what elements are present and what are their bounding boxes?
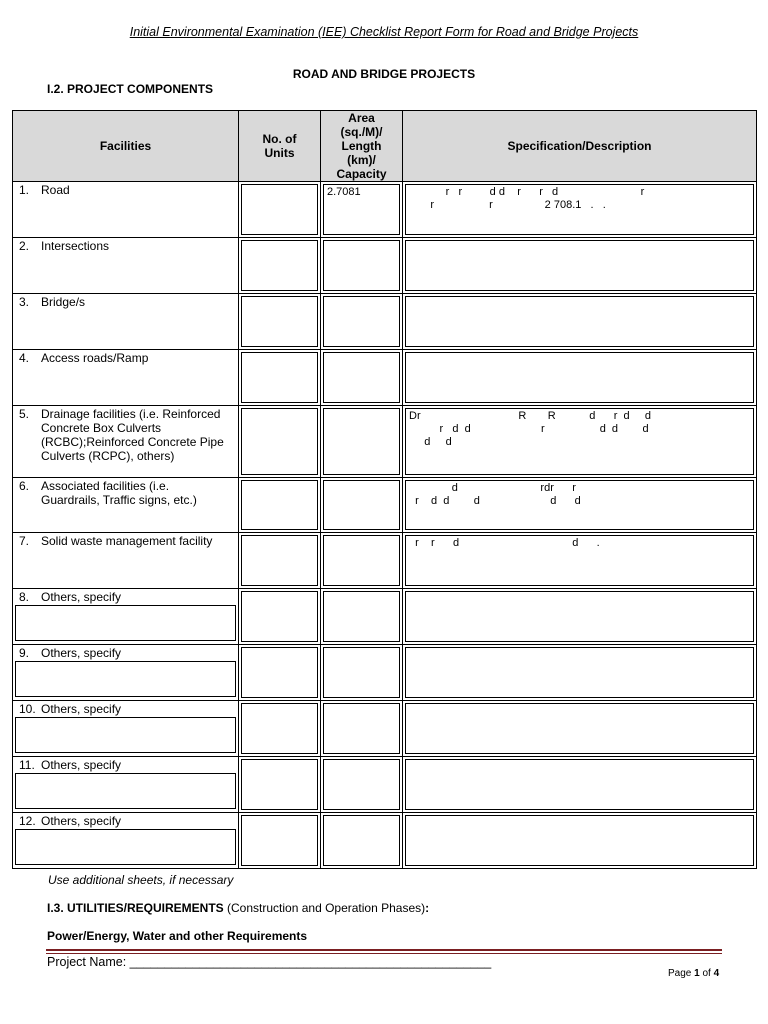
- units-input[interactable]: [241, 408, 318, 475]
- units-cell: [239, 182, 321, 238]
- page-current: 1: [694, 968, 700, 979]
- area-input[interactable]: [323, 352, 400, 403]
- facility-cell: [13, 645, 239, 701]
- table-row: [13, 182, 757, 238]
- units-cell: [239, 701, 321, 757]
- header-facilities: Facilities: [13, 111, 239, 182]
- area-input[interactable]: [323, 591, 400, 642]
- area-input[interactable]: [323, 296, 400, 347]
- spec-cell: [403, 533, 757, 589]
- document-header: Initial Environmental Examination (IEE) Checklist Report Form for Road and Bridge Projects: [129, 25, 639, 39]
- units-cell: [239, 238, 321, 294]
- others-specify-input[interactable]: [15, 829, 236, 865]
- facility-cell: [13, 701, 239, 757]
- units-input[interactable]: [241, 591, 318, 642]
- facility-cell: [13, 238, 239, 294]
- facility-number: 2.: [19, 239, 30, 253]
- units-input[interactable]: [241, 647, 318, 698]
- units-cell: [239, 757, 321, 813]
- facility-name: Access roads/Ramp: [41, 351, 149, 365]
- table-row: [13, 645, 757, 701]
- spec-input[interactable]: [405, 703, 754, 754]
- spec-cell: [403, 238, 757, 294]
- facility-label: [13, 406, 238, 463]
- spec-input[interactable]: r r d d .: [405, 535, 754, 586]
- facility-label: [13, 813, 238, 828]
- facility-cell: [13, 182, 239, 238]
- units-input[interactable]: [241, 759, 318, 810]
- units-input[interactable]: [241, 296, 318, 347]
- area-input[interactable]: [323, 535, 400, 586]
- spec-cell: [403, 589, 757, 645]
- spec-input[interactable]: [405, 647, 754, 698]
- spec-cell: [403, 645, 757, 701]
- units-cell: [239, 813, 321, 869]
- facility-name: Drainage facilities (i.e. Reinforced Concrete Box Culverts (RCBC);Reinforced Concrete Pipe Culverts (RCPC), others): [41, 407, 224, 463]
- facility-label: [13, 238, 238, 253]
- subsection-title: I.2. PROJECT COMPONENTS: [47, 82, 214, 96]
- facility-number: 9.: [19, 646, 30, 660]
- units-input[interactable]: [241, 480, 318, 530]
- header-units: [239, 111, 321, 182]
- area-input[interactable]: [323, 240, 400, 291]
- additional-sheets-note: Use additional sheets, if necessary: [48, 873, 234, 887]
- units-cell: [239, 294, 321, 350]
- spec-cell: [403, 350, 757, 406]
- area-cell: [321, 294, 403, 350]
- page-prefix: Page: [668, 968, 695, 979]
- facility-cell: [13, 589, 239, 645]
- facility-label: [13, 478, 238, 507]
- area-input[interactable]: [323, 480, 400, 530]
- others-specify-input[interactable]: [15, 605, 236, 641]
- facility-name: Bridge/s: [41, 295, 86, 309]
- facility-cell: [13, 294, 239, 350]
- area-cell: [321, 757, 403, 813]
- spec-cell: [403, 813, 757, 869]
- units-input[interactable]: [241, 352, 318, 403]
- units-input[interactable]: [241, 535, 318, 586]
- area-cell: [321, 350, 403, 406]
- area-cell: [321, 813, 403, 869]
- area-cell: [321, 406, 403, 478]
- facility-label: [13, 701, 238, 716]
- spec-input[interactable]: [405, 815, 754, 866]
- facility-name: Others, specify: [41, 702, 122, 716]
- header-spec: Specification/Description: [403, 111, 757, 182]
- facility-label: [13, 533, 238, 548]
- section-title: ROAD AND BRIDGE PROJECTS: [292, 67, 476, 81]
- facility-label: [13, 294, 238, 309]
- table-row: [13, 350, 757, 406]
- spec-input[interactable]: [405, 240, 754, 291]
- spec-input[interactable]: [405, 352, 754, 403]
- spec-cell: [403, 478, 757, 533]
- area-input[interactable]: [323, 703, 400, 754]
- page-mid: of: [699, 968, 714, 979]
- project-name-field: Project Name: ____________________________________________________: [47, 955, 492, 969]
- spec-cell: [403, 294, 757, 350]
- table-row: [13, 533, 757, 589]
- table-row: [13, 238, 757, 294]
- table-row: [13, 406, 757, 478]
- table-row: [13, 813, 757, 869]
- units-input[interactable]: [241, 240, 318, 291]
- table-row: [13, 701, 757, 757]
- page-number: [668, 968, 719, 979]
- facility-label: [13, 182, 238, 197]
- project-components-table: [12, 110, 757, 869]
- area-input[interactable]: [323, 815, 400, 866]
- units-input[interactable]: [241, 184, 318, 235]
- area-cell: [321, 701, 403, 757]
- others-specify-input[interactable]: [15, 661, 236, 697]
- power-requirements-heading: Power/Energy, Water and other Requirements: [47, 929, 308, 943]
- facility-number: 3.: [19, 295, 30, 309]
- facility-cell: [13, 478, 239, 533]
- facility-cell: [13, 406, 239, 478]
- units-cell: [239, 645, 321, 701]
- facility-cell: [13, 533, 239, 589]
- facility-cell: [13, 813, 239, 869]
- others-specify-input[interactable]: [15, 717, 236, 753]
- area-input[interactable]: [323, 408, 400, 475]
- facility-number: 8.: [19, 590, 30, 604]
- facility-number: 6.: [19, 479, 30, 493]
- facility-number: 10.: [19, 702, 36, 716]
- spec-input[interactable]: [405, 591, 754, 642]
- spec-cell: [403, 182, 757, 238]
- page-total: 4: [713, 968, 720, 979]
- facility-number: 4.: [19, 351, 30, 365]
- header-area-label: Area (sq./M)/ Length (km)/ Capacity: [336, 111, 387, 181]
- units-cell: [239, 406, 321, 478]
- area-cell: [321, 238, 403, 294]
- facility-label: [13, 757, 238, 772]
- table-row: [13, 757, 757, 813]
- table-row: [13, 589, 757, 645]
- utilities-heading-rest: (Construction and Operation Phases): [223, 901, 426, 915]
- facility-label: [13, 350, 238, 365]
- spec-cell: [403, 757, 757, 813]
- facility-number: 5.: [19, 407, 30, 421]
- facility-name: Others, specify: [41, 814, 122, 828]
- header-area: [321, 111, 403, 182]
- area-input[interactable]: 2.7081: [323, 184, 400, 235]
- facility-name: Others, specify: [41, 758, 122, 772]
- utilities-heading: [47, 901, 429, 915]
- units-cell: [239, 350, 321, 406]
- spec-cell: [403, 406, 757, 478]
- table-row: [13, 478, 757, 533]
- units-cell: [239, 533, 321, 589]
- facility-name: Solid waste management facility: [41, 534, 213, 548]
- facility-cell: [13, 757, 239, 813]
- area-cell: [321, 478, 403, 533]
- facility-name: Road: [41, 183, 70, 197]
- facility-number: 12.: [19, 814, 36, 828]
- others-specify-input[interactable]: [15, 773, 236, 809]
- spec-input[interactable]: Dr R R d r d d r d d r d d d d d: [405, 408, 754, 475]
- spec-input[interactable]: r r d d r r d r r r 2 708.1 . .: [405, 184, 754, 235]
- utilities-heading-bold: I.3. UTILITIES/REQUIREMENTS: [47, 901, 224, 915]
- units-cell: [239, 478, 321, 533]
- units-cell: [239, 589, 321, 645]
- area-input[interactable]: [323, 759, 400, 810]
- facility-name: Associated facilities (i.e. Guardrails, Traffic signs, etc.): [41, 479, 197, 507]
- header-units-label: No. of Units: [262, 132, 297, 160]
- units-input[interactable]: [241, 703, 318, 754]
- facility-number: 7.: [19, 534, 30, 548]
- facility-cell: [13, 350, 239, 406]
- table-row: [13, 294, 757, 350]
- area-cell: [321, 182, 403, 238]
- facility-name: Others, specify: [41, 646, 122, 660]
- footer-divider: [46, 949, 722, 954]
- spec-input[interactable]: [405, 759, 754, 810]
- facility-number: 1.: [19, 183, 30, 197]
- utilities-heading-colon: :: [425, 901, 430, 915]
- facility-label: [13, 589, 238, 604]
- area-cell: [321, 645, 403, 701]
- spec-input[interactable]: d rdr r r d d d d d: [405, 480, 754, 530]
- spec-cell: [403, 701, 757, 757]
- facility-name: Intersections: [41, 239, 110, 253]
- spec-input[interactable]: [405, 296, 754, 347]
- facility-number: 11.: [19, 758, 35, 772]
- area-cell: [321, 533, 403, 589]
- area-cell: [321, 589, 403, 645]
- units-input[interactable]: [241, 815, 318, 866]
- facility-name: Others, specify: [41, 590, 122, 604]
- facility-label: [13, 645, 238, 660]
- area-input[interactable]: [323, 647, 400, 698]
- table-header-row: [13, 111, 757, 182]
